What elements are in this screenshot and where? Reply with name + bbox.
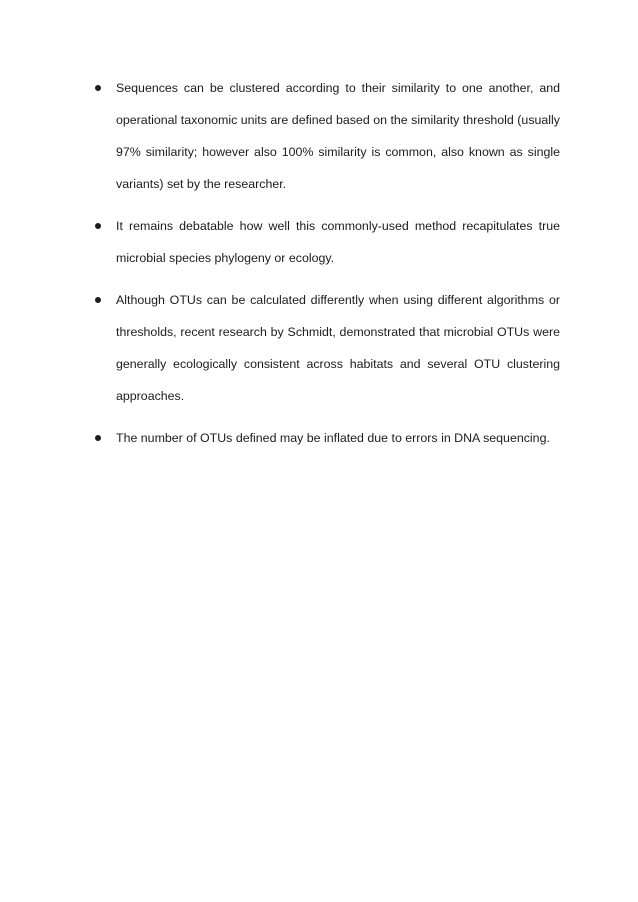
- bullet-text: Sequences can be clustered according to their similarity to one another, and operational taxonomic units are defined based on the similarity threshold (usually 97% similarity; however also 100% similarity is common, also known as single variants) set by the researcher.: [116, 81, 560, 191]
- bullet-text: The number of OTUs defined may be inflated due to errors in DNA sequencing.: [116, 431, 550, 445]
- bullet-icon: [95, 85, 101, 91]
- bullet-text: It remains debatable how well this commonly-used method recapitulates true microbial species phylogeny or ecology.: [116, 219, 560, 265]
- list-item: [90, 284, 560, 412]
- list-item: [90, 72, 560, 200]
- bullet-text: Although OTUs can be calculated differently when using different algorithms or thresholds, recent research by Schmidt, demonstrated that microbial OTUs were generally ecologically consistent across habitats and several OTU clustering approaches.: [116, 293, 560, 403]
- bullet-icon: [95, 223, 101, 229]
- bullet-list: [90, 72, 560, 464]
- list-item: [90, 422, 560, 454]
- bullet-icon: [95, 297, 101, 303]
- bullet-icon: [95, 435, 101, 441]
- list-item: [90, 210, 560, 274]
